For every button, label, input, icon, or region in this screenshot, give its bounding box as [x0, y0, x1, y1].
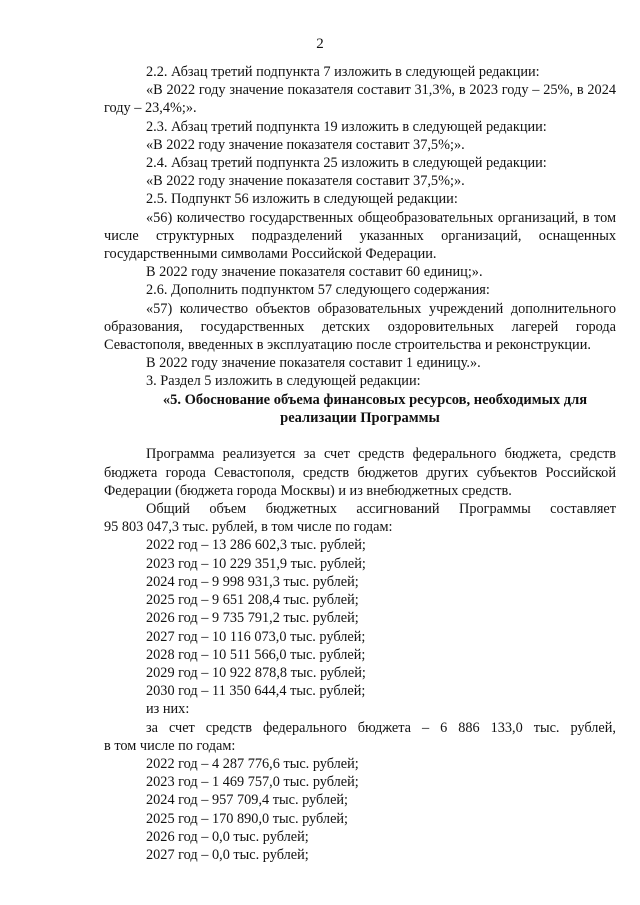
total-year-item: 2022 год – 13 286 602,3 тыс. рублей; [146, 537, 366, 554]
total-year-item: 2027 год – 10 116 073,0 тыс. рублей; [146, 628, 366, 645]
federal-funding-line1: за счет средств федерального бюджета – 6 886 133,0 тыс. рублей, [146, 719, 616, 736]
paragraph-2-5: 2.5. Подпункт 56 изложить в следующей редакции: [146, 191, 458, 208]
page-number: 2 [316, 36, 324, 52]
paragraph-2-6: 2.6. Дополнить подпунктом 57 следующего содержания: [146, 282, 490, 299]
federal-year-item: 2022 год – 4 287 776,6 тыс. рублей; [146, 755, 359, 772]
program-intro: Программа реализуется за счет средств федерального бюджета, средств бюджета города Севастополя, средств бюджетов других субъектов Российской Федерации (бюджета города Москвы) и из внебюджетных средств. [104, 446, 616, 499]
total-by-year-list [104, 536, 616, 700]
of-them-label: из них: [146, 701, 190, 718]
paragraph-2-4-text: «В 2022 году значение показателя составит 37,5%;». [146, 173, 465, 190]
paragraph-2-6-value: В 2022 году значение показателя составит 1 единицу.». [146, 355, 481, 372]
federal-year-item: 2027 год – 0,0 тыс. рублей; [146, 846, 309, 863]
section-heading-line1: «5. Обоснование объема финансовых ресурсов, необходимых для [162, 391, 588, 408]
paragraph-2-6-text: «57) количество объектов образовательных учреждений дополнительного образования, государственных детских оздоровительных лагерей города Севастополя, введенных в эксплуатацию после строительства и реконструкции. [104, 300, 616, 354]
federal-year-item: 2025 год – 170 890,0 тыс. рублей; [146, 810, 349, 827]
total-year-item: 2024 год – 9 998 931,3 тыс. рублей; [146, 573, 359, 590]
total-year-item: 2030 год – 11 350 644,4 тыс. рублей; [146, 683, 366, 700]
paragraph-2-2-text: «В 2022 году значение показателя составит 31,3%, в 2023 году – 25%, в 2024 году – 23,4%;». [104, 82, 616, 117]
total-funding-line2: 95 803 047,3 тыс. рублей, в том числе по годам: [104, 519, 393, 536]
total-year-item: 2023 год – 10 229 351,9 тыс. рублей; [146, 555, 366, 572]
paragraph-2-5-value: В 2022 году значение показателя составит 60 единиц;». [146, 264, 483, 281]
paragraph-2-2: 2.2. Абзац третий подпункта 7 изложить в следующей редакции: [146, 64, 540, 80]
total-year-item: 2029 год – 10 922 878,8 тыс. рублей; [146, 664, 366, 681]
federal-by-year-list [104, 755, 616, 864]
section-heading-line2: реализации Программы [280, 410, 440, 427]
document-body [104, 63, 616, 864]
total-year-item: 2026 год – 9 735 791,2 тыс. рублей; [146, 610, 359, 627]
paragraph-2-4: 2.4. Абзац третий подпункта 25 изложить в следующей редакции: [146, 155, 547, 172]
federal-year-item: 2024 год – 957 709,4 тыс. рублей; [146, 792, 349, 809]
federal-year-item: 2026 год – 0,0 тыс. рублей; [146, 828, 309, 845]
total-funding-line1: Общий объем бюджетных ассигнований Программы составляет [146, 501, 616, 518]
paragraph-2-3: 2.3. Абзац третий подпункта 19 изложить в следующей редакции: [146, 118, 547, 135]
federal-funding-line2: в том числе по годам: [104, 737, 236, 754]
federal-year-item: 2023 год – 1 469 757,0 тыс. рублей; [146, 774, 359, 791]
spacer [104, 427, 616, 445]
total-year-item: 2025 год – 9 651 208,4 тыс. рублей; [146, 592, 359, 609]
paragraph-2-3-text: «В 2022 году значение показателя составит 37,5%;». [146, 136, 465, 153]
total-year-item: 2028 год – 10 511 566,0 тыс. рублей; [146, 646, 366, 663]
paragraph-2-5-text: «56) количество государственных общеобразовательных организаций, в том числе структурных подразделений указанных организаций, оснащенных государственными символами Российской Федерации. [104, 209, 616, 263]
paragraph-3: 3. Раздел 5 изложить в следующей редакции: [146, 373, 421, 390]
